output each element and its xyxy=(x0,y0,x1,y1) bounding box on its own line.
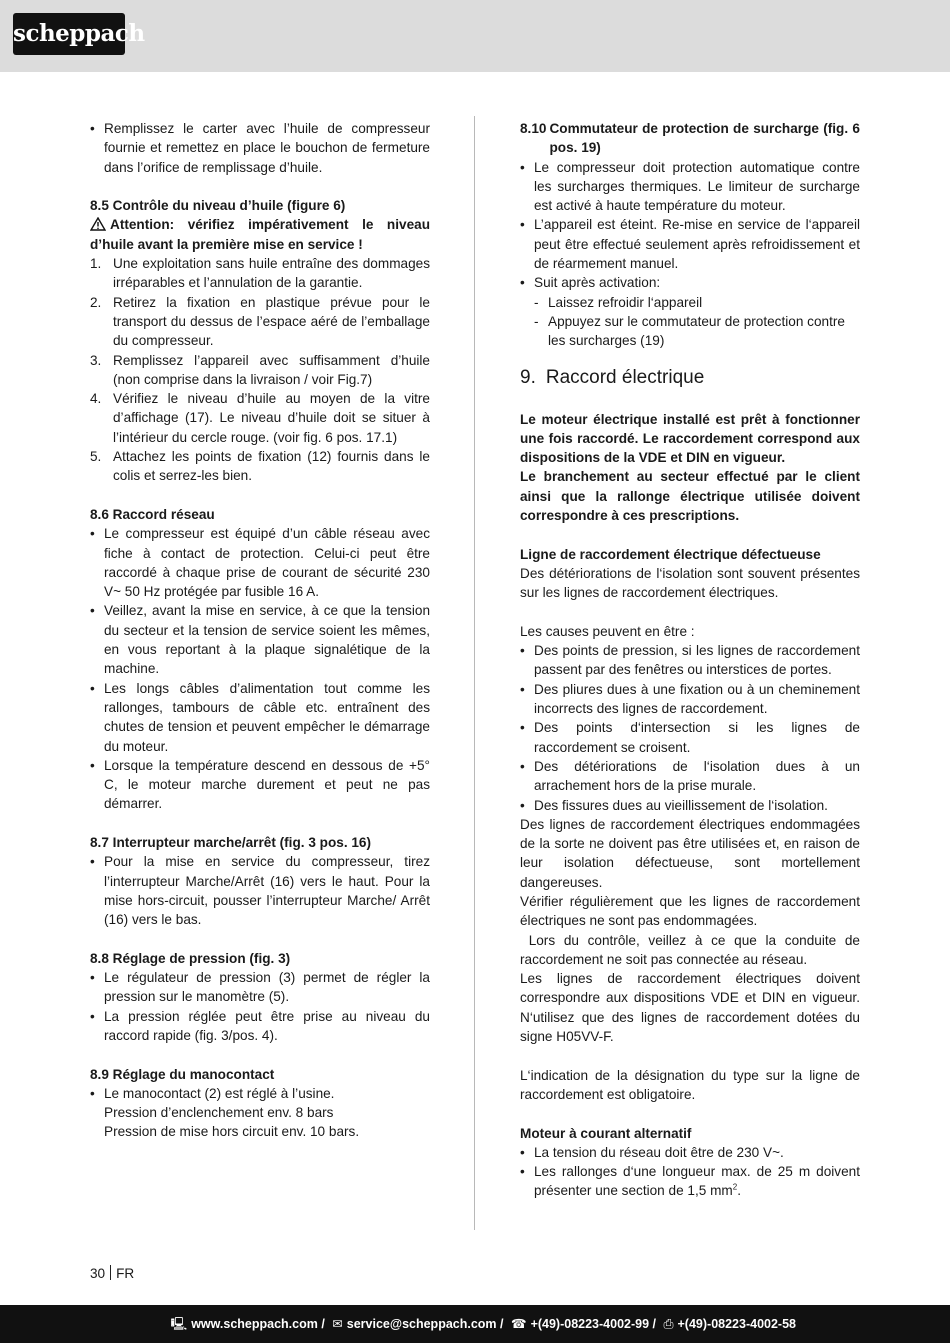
right-column xyxy=(520,119,864,1201)
section-heading: 8.7 Interrupteur marche/arrêt (fig. 3 pos. 16) xyxy=(90,834,372,850)
list-item: 5. Attachez les points de fixation (12) fournis dans le colis et serrez-les bien. xyxy=(90,449,430,484)
subsection-heading: Ligne de raccordement électrique défectueuse xyxy=(520,546,821,562)
computer-icon: 🖳 xyxy=(170,1317,188,1331)
list-item: • La pression réglée peut être prise au niveau du raccord rapide (fig. 3/pos. 4). xyxy=(90,1007,430,1046)
footer-bar xyxy=(0,1305,950,1343)
list-item: • Le compresseur est équipé d’un câble réseau avec fiche à contact de protection. Celui-ci peut être raccordé à chaque prise de courant de sécurité 230 V~ 50 Hz protégée par fusible 16 A. xyxy=(90,524,430,601)
list-item: • Suit après activation: xyxy=(520,273,860,292)
list-item: 1. Une exploitation sans huile entraîne des dommages irréparables et l’annulation de la garantie. xyxy=(90,256,430,291)
warning-triangle-icon xyxy=(90,217,106,231)
section-heading: 8.9 Réglage du manocontact xyxy=(90,1066,275,1082)
fax-icon: ⎙ xyxy=(663,1317,674,1331)
list-item: • L’appareil est éteint. Re-mise en service de l‘appareil peut être effectué seulement après refroidissement et de réarmement manuel. xyxy=(520,215,860,273)
list-item: • Le manocontact (2) est réglé à l’usine. xyxy=(90,1084,430,1103)
sub-list-item: - Appuyez sur le commutateur de protection contre les surcharges (19) xyxy=(520,312,860,351)
footer-email-link[interactable]: service@scheppach.com / xyxy=(346,1317,504,1331)
list-item: • La tension du réseau doit être de 230 V~. xyxy=(520,1143,860,1162)
mail-icon: ✉ xyxy=(332,1317,343,1331)
list-item: • Veillez, avant la mise en service, à ce que la tension du secteur et la tension de service soient les mêmes, en vous reportant à la plaque signalétique de la machine. xyxy=(90,601,430,678)
pressure-off-line: Pression de mise hors circuit env. 10 bars. xyxy=(104,1124,360,1140)
section-heading: 8.10 Commutateur de protection de surcharge (fig. 6 pos. 19) xyxy=(520,121,860,156)
section-heading: 8.5 Contrôle du niveau d’huile (figure 6) xyxy=(90,198,346,214)
footer-fax: +(49)-08223-4002-58 xyxy=(677,1317,796,1331)
list-item: • Des points de pression, si les lignes de raccordement passent par des fenêtres ou interstices de portes. xyxy=(520,641,860,680)
list-item: • Des points d‘intersection si les lignes de raccordement se croisent. xyxy=(520,718,860,757)
intro-bold-paragraph: Le branchement au secteur effectué par le client ainsi que la rallonge électrique utilisée doivent correspondre à ces prescriptions. xyxy=(520,469,860,524)
paragraph: L‘indication de la désignation du type sur la ligne de raccordement est obligatoire. xyxy=(520,1067,860,1102)
phone-icon: ☎ xyxy=(510,1317,527,1331)
paragraph: Lors du contrôle, veillez à ce que la conduite de raccordement ne soit pas connectée au réseau. xyxy=(520,932,864,967)
left-column xyxy=(90,119,430,1142)
chapter-title: 9. Raccord électrique xyxy=(520,366,705,388)
column-divider xyxy=(474,116,475,1230)
footer-web-link[interactable]: www.scheppach.com / xyxy=(191,1317,325,1331)
paragraph: Les causes peuvent en être : xyxy=(520,623,695,639)
list-item: • Des fissures dues au vieillissement de l‘isolation. xyxy=(520,796,860,815)
subsection-heading: Moteur à courant alternatif xyxy=(520,1125,692,1141)
section-heading: 8.8 Réglage de pression (fig. 3) xyxy=(90,950,291,966)
list-item: • Remplissez le carter avec l’huile de compresseur fournie et remettez en place le bouchon de fermeture dans l’orifice de remplissage d’huile. xyxy=(90,119,430,177)
list-item: 3. Remplissez l’appareil avec suffisamment d’huile (non comprise dans la livraison / voir Fig.7) xyxy=(90,352,430,387)
footer-phone: +(49)-08223-4002-99 / xyxy=(530,1317,656,1331)
list-item: • Les rallonges d‘une longueur max. de 25 m doivent présenter une section de 1,5 $mm^2$. xyxy=(520,1162,860,1201)
sub-list-item: - Laissez refroidir l‘appareil xyxy=(520,293,860,312)
list-item: • Les longs câbles d’alimentation tout comme les rallonges, tambours de câble etc. entraînent des chutes de tension et peuvent empêcher le démarrage du moteur. xyxy=(90,679,430,756)
list-item: 2. Retirez la fixation en plastique prévue pour le transport du dessus de l’espace aéré de l’emballage du compresseur. xyxy=(90,294,430,349)
list-item: • Des pliures dues à une fixation ou à un cheminement incorrects des lignes de raccordement. xyxy=(520,680,860,719)
brand-logo: scheppach xyxy=(13,13,125,55)
intro-bold-paragraph: Le moteur électrique installé est prêt à fonctionner une fois raccordé. Le raccordement correspond aux dispositions de la VDE et DIN en vigueur. xyxy=(520,411,860,466)
list-item: 4. Vérifiez le niveau d’huile au moyen de la vitre d’affichage (17). Le niveau d’huile doit se situer à l’intérieur du cercle rouge. (voir fig. 6 pos. 17.1) xyxy=(90,391,430,445)
list-item: • Le compresseur doit protection automatique contre les surcharges thermiques. Le limiteur de surcharge est activé à haute température du moteur. xyxy=(520,158,860,216)
paragraph: Des lignes de raccordement électriques endommagées de la sorte ne doivent pas être utilisées et, en raison de leur isolation défectueuse, sont mortellement dangereuses. xyxy=(520,816,860,890)
list-item: • Des détériorations de l‘isolation dues à un arrachement hors de la prise murale. xyxy=(520,757,860,796)
list-item: • Le régulateur de pression (3) permet de régler la pression sur le manomètre (5). xyxy=(90,968,430,1007)
paragraph: Vérifier régulièrement que les lignes de raccordement électriques ne sont pas endommagées. xyxy=(520,893,860,929)
pressure-on-line: Pression d’enclenchement env. 8 bars xyxy=(104,1105,334,1121)
header-bar xyxy=(0,0,950,72)
section-heading: 8.6 Raccord réseau xyxy=(90,506,215,522)
paragraph: Des détériorations de l‘isolation sont souvent présentes sur les lignes de raccordement électriques. xyxy=(520,565,860,601)
page-number: 30 FR xyxy=(90,1266,135,1281)
paragraph: Les lignes de raccordement électriques doivent correspondre aux dispositions VDE et DIN en vigueur. N‘utilisez que des lignes de raccordement dotées du signe H05VV-F. xyxy=(520,971,860,1045)
list-item: • Lorsque la température descend en dessous de +5° C, le moteur marche durement et peut ne pas démarrer. xyxy=(90,756,430,814)
list-item: • Pour la mise en service du compresseur, tirez l’interrupteur Marche/Arrêt (16) vers le haut. Pour la mise hors-circuit, pousser l’interrupteur Marche/ Arrêt (16) vers le bas. xyxy=(90,852,430,929)
warning-text: Attention: vérifiez impérativement le niveau d’huile avant la première mise en service ! xyxy=(90,217,430,252)
